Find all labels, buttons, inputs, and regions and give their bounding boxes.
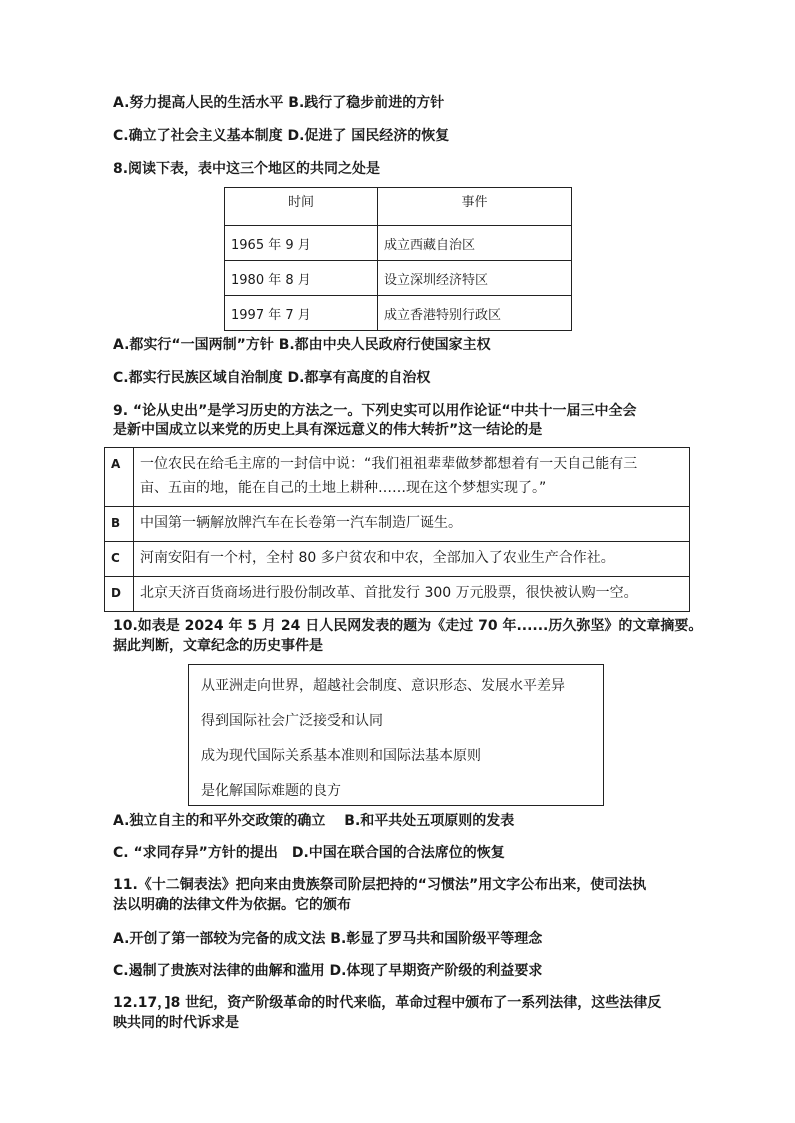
- option-label: D: [105, 577, 134, 612]
- q11-options-ab: A.开创了第一部较为完备的成文法 B.彰显了罗马共和国阶级平等理念: [113, 931, 543, 947]
- option-row-c: [105, 542, 690, 577]
- option-text: [134, 448, 690, 507]
- excerpt-line: 是化解国际难题的良方: [201, 783, 341, 799]
- q12-stem-line1: 12.17，]8 世纪，资产阶级革命的时代来临，革命过程中颁布了一系列法律，这些法律反: [113, 995, 662, 1011]
- excerpt-line: 从亚洲走向世界，超越社会制度、意识形态、发展水平差异: [201, 678, 565, 694]
- q8-table: [224, 187, 572, 331]
- table-row: [225, 261, 572, 296]
- q9-stem-line1: 9. “论从史出”是学习历史的方法之一。下列史实可以用作论证“中共十一届三中全会: [113, 403, 637, 419]
- option-text: 北京天济百货商场进行股份制改革、首批发行 300 万元股票，很快被认购一空。: [134, 577, 690, 612]
- table-row: [225, 226, 572, 261]
- option-text: 河南安阳有一个村，全村 80 多户贫农和中农，全部加入了农业生产合作社。: [134, 542, 690, 577]
- table-cell-event: 成立西藏自治区: [378, 226, 572, 261]
- table-header-event: 事件: [378, 188, 572, 226]
- q8-stem: 8.阅读下表，表中这三个地区的共同之处是: [113, 161, 381, 177]
- table-row: [225, 296, 572, 331]
- option-text-line1: 一位农民在给毛主席的一封信中说：“我们祖祖辈辈做梦都想着有一天自己能有三: [140, 456, 638, 472]
- q11-options-cd: C.遏制了贵族对法律的曲解和滥用 D.体现了早期资产阶级的利益要求: [113, 963, 543, 979]
- option-row-a: [105, 448, 690, 507]
- table-cell-time: 1980 年 8 月: [225, 261, 378, 296]
- table-cell-event: 成立香港特别行政区: [378, 296, 572, 331]
- q10-stem-line2: 据此判断，文章纪念的历史事件是: [113, 638, 323, 654]
- q8-options-cd: C.都实行民族区域自治制度 D.都享有高度的自治权: [113, 370, 431, 386]
- option-label: C: [105, 542, 134, 577]
- option-text: 中国第一辆解放牌汽车在长卷第一汽车制造厂诞生。: [134, 507, 690, 542]
- q9-stem-line2: 是新中国成立以来党的历史上具有深远意义的伟大转折”这一结论的是: [113, 422, 543, 438]
- table-header-time: 时间: [225, 188, 378, 226]
- table-cell-event: 设立深圳经济特区: [378, 261, 572, 296]
- q10-options-ab: A.独立自主的和平外交政策的确立 B.和平共处五项原则的发表: [113, 813, 515, 829]
- q11-stem-line2: 法以明确的法律文件为依据。它的颁布: [113, 897, 351, 913]
- q9-options-table: [104, 447, 690, 612]
- option-text-line2: 亩、五亩的地，能在自己的土地上耕种……现在这个梦想实现了。”: [140, 480, 547, 496]
- q12-stem-line2: 映共同的时代诉求是: [113, 1015, 239, 1031]
- option-row-b: [105, 507, 690, 542]
- q11-stem-line1: 11.《十二铜表法》把向来由贵族祭司阶层把持的“习惯法”用文字公布出来，使司法执: [113, 877, 647, 893]
- q10-stem-line1: 10.如表是 2024 年 5 月 24 日人民网发表的题为《走过 70 年......历久弥坚》的文章摘要。: [113, 618, 703, 634]
- excerpt-line: 成为现代国际关系基本准则和国际法基本原则: [201, 748, 481, 764]
- option-label: A: [105, 448, 134, 507]
- q10-options-cd: C. “求同存异”方针的提出 D.中国在联合国的合法席位的恢复: [113, 845, 505, 861]
- q8-options-ab: A.都实行“一国两制”方针 B.都由中央人民政府行使国家主权: [113, 337, 491, 353]
- table-cell-time: 1965 年 9 月: [225, 226, 378, 261]
- q7-options-cd: C.确立了社会主义基本制度 D.促进了 国民经济的恢复: [113, 128, 450, 144]
- q10-excerpt-box: [188, 664, 604, 806]
- option-label: B: [105, 507, 134, 542]
- option-row-d: [105, 577, 690, 612]
- table-header-row: [225, 188, 572, 226]
- q7-options-ab: A.努力提高人民的生活水平 B.践行了稳步前进的方针: [113, 95, 445, 111]
- excerpt-line: 得到国际社会广泛接受和认同: [201, 713, 383, 729]
- table-cell-time: 1997 年 7 月: [225, 296, 378, 331]
